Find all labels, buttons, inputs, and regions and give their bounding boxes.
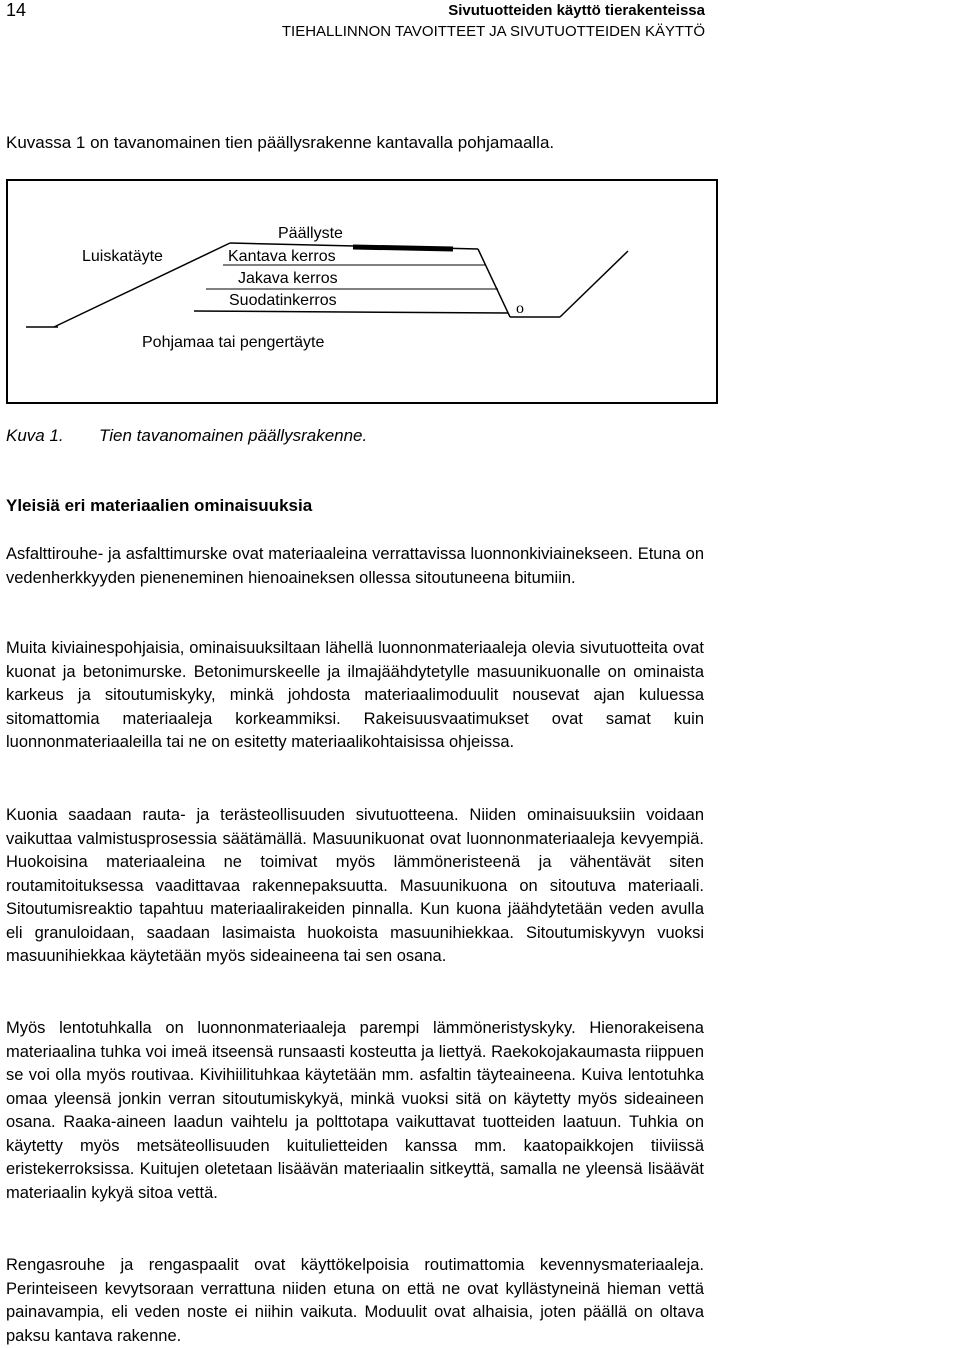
label-suodatinkerros: Suodatinkerros — [229, 292, 337, 309]
section-title: Yleisiä eri materiaalien ominaisuuksia — [6, 496, 313, 515]
label-o: o — [516, 300, 524, 317]
paragraph-4: Myös lentotuhkalla on luonnonmateriaaleja parempi lämmöneristyskyky. Hienorakeisena materiaalina tuhka voi imeä itseensä runsaasti kosteutta ja liettyä. Raekokojakaumasta riippuen se voi olla myös routivaa. Kivihiilituhkaa käytetään mm. asfaltin täyteaineena. Kuiva lentotuhka omaa yleensä jonkin verran sitoutumiskykyä, minkä vuoksi sitä on käytetty myös sideaineen osana. Raaka-aineen laadun vaihtelu ja polttotapa vaikuttavat tuotteiden laatuun. Tuhkia on käytetty myös metsäteollisuuden kuitulietteiden kanssa mm. kaatopaikkojen tiiviissä eristekerroksissa. Kuitujen oletetaan lisäävän materiaalin sitkeyttä, samalla ne yleensä lisäävät materiaalin kykyä sitoa vettä. — [6, 1019, 704, 1202]
paragraph-1: Asfalttirouhe- ja asfalttimurske ovat materiaaleina verrattavissa luonnonkiviainekseen. Etuna on vedenherkkyyden pieneneminen hienoaineksen ollessa sitoutuneena bitumiin. — [6, 545, 704, 587]
label-jakava-kerros: Jakava kerros — [238, 270, 338, 287]
page-number: 14 — [6, 0, 27, 20]
label-pohjamaa: Pohjamaa tai pengertäyte — [142, 334, 325, 351]
header-title: Sivutuotteiden käyttö tierakenteissa — [448, 2, 705, 19]
caption-number: Kuva 1. — [6, 426, 64, 445]
paragraph-2: Muita kiviainespohjaisia, ominaisuuksiltaan lähellä luonnonmateriaaleja olevia sivutuotteita ovat kuonat ja betonimurske. Betonimurskeelle ja ilmajäähdytetylle masuunikuonalle on ominaista karkeus ja sitoutumiskyky, minkä johdosta materiaalimoduulit nousevat ajan kuluessa sitomattomia materiaaleja korkeammiksi. Rakeisuusvaatimukset ovat samat kuin luonnonmateriaaleilla tai ne on esitetty materiaalikohtaisissa ohjeissa. — [6, 639, 704, 751]
paragraph-3: Kuonia saadaan rauta- ja terästeollisuuden sivutuotteena. Niiden ominaisuuksiin voidaan vaikuttaa valmistusprosessia säätämällä. Masuunikuonat ovat luonnonmateriaaleja kevyempiä. Huokoisina materiaaleina ne toimivat myös lämmöneristeenä ja vähentävät siten routamitoituksessa vaadittavaa rakennepaksuutta. Masuunikuona on sitoutuva materiaali. Sitoutumisreaktio tapahtuu materiaalirakeiden pinnalla. Kun kuona jäähdytetään veden avulla eli granuloidaan, saadaan lasimaista huokoista masuunihiekkaa. Sitoutumiskyvyn vuoksi masuunihiekkaa käytetään myös sideaineena tai sen osana. — [6, 806, 704, 965]
running-header — [282, 0, 705, 42]
intro-text: Kuvassa 1 on tavanomainen tien päällysrakenne kantavalla pohjamaalla. — [6, 133, 555, 152]
figure-caption — [6, 426, 367, 446]
paragraph-5: Rengasrouhe ja rengaspaalit ovat käyttökelpoisia routimattomia kevennysmateriaaleja. Perinteiseen kevytsoraan verrattuna niiden etuna on että ne ovat kyllästyneinä hieman vettä painavampia, eli veden noste ei niihin vaikuta. Moduulit ovat alhaisia, joten päällä on oltava paksu kantava rakenne. — [6, 1256, 704, 1345]
caption-text: Tien tavanomainen päällysrakenne. — [99, 426, 368, 445]
label-luiskataytte: Luiskatäyte — [82, 248, 163, 265]
road-structure-diagram — [8, 181, 716, 402]
header-subtitle: TIEHALLINNON TAVOITTEET JA SIVUTUOTTEIDEN KÄYTTÖ — [281, 23, 705, 40]
label-paallyste: Päällyste — [278, 225, 343, 242]
road-structure-figure — [6, 179, 718, 404]
label-kantava-kerros: Kantava kerros — [228, 248, 336, 265]
